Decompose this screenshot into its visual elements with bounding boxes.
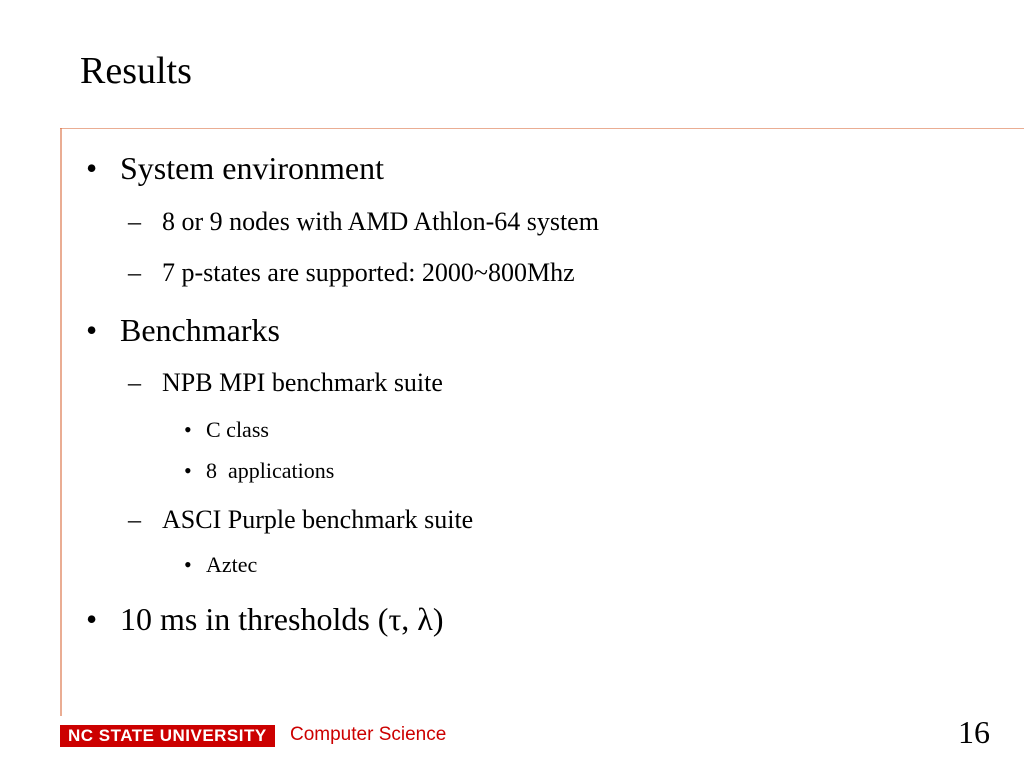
sub-bullet-text: 8 or 9 nodes with AMD Athlon-64 system (162, 207, 599, 236)
sub-bullet-text: ASCI Purple benchmark suite (162, 505, 474, 534)
bullet-marker: • (86, 150, 98, 186)
sub-bullet-text: 7 p-states are supported: 2000~800Mhz (162, 258, 575, 287)
sub-bullet-nodes (128, 207, 599, 237)
dash-marker: – (128, 368, 141, 397)
dash-marker: – (128, 207, 141, 236)
sub-sub-bullet-c-class (184, 417, 269, 443)
bullet-benchmarks (86, 312, 280, 348)
bullet-marker: • (184, 458, 192, 483)
dash-marker: – (128, 258, 141, 287)
sub-bullet-npb (128, 368, 443, 398)
sub-sub-bullet-aztec (184, 552, 257, 578)
bullet-system-environment (86, 150, 384, 186)
sub-bullet-asci (128, 505, 473, 535)
sub-sub-bullet-text: Aztec (206, 552, 258, 577)
slide-title: Results (80, 50, 192, 92)
bullet-thresholds (86, 601, 443, 637)
sub-sub-bullet-text: 8 applications (206, 458, 335, 483)
bullet-text: 10 ms in thresholds (τ, λ) (120, 601, 444, 637)
page-number: 16 (958, 714, 990, 750)
sub-bullet-text: NPB MPI benchmark suite (162, 368, 443, 397)
dash-marker: – (128, 505, 141, 534)
bullet-marker: • (86, 601, 98, 637)
sub-sub-bullet-applications (184, 458, 334, 484)
bullet-marker: • (184, 417, 192, 442)
sub-bullet-p-states (128, 258, 575, 288)
department-name: Computer Science (290, 724, 447, 745)
bullet-marker: • (86, 312, 98, 348)
bullet-marker: • (184, 552, 192, 577)
bullet-text: System environment (120, 150, 384, 186)
sub-sub-bullet-text: C class (206, 417, 269, 442)
bullet-text: Benchmarks (120, 312, 280, 348)
nc-state-university-logo: NC STATE UNIVERSITY (60, 725, 275, 747)
